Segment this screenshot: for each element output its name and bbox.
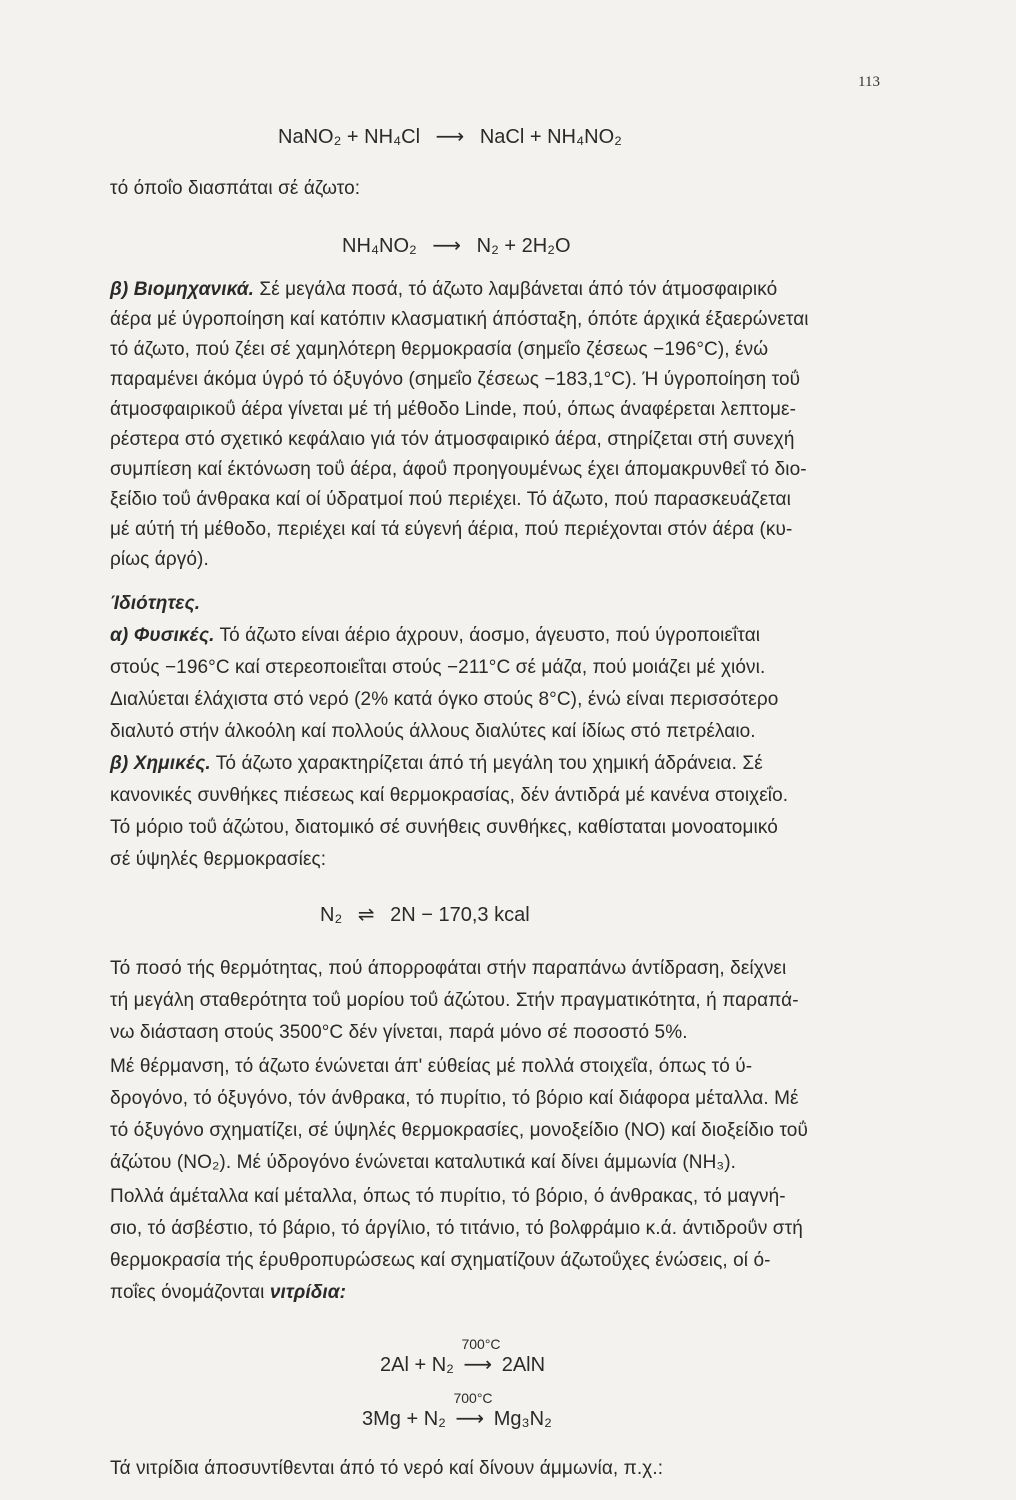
- heating-line-4: άζώτου (NO₂). Μέ ύδρογόνο ένώνεται καταλυτικά καί δίνει άμμωνία (NH₃).: [110, 1152, 737, 1173]
- industrial-line-5: άτμοσφαιρικοΰ άέρα γίνεται μέ τή μέθοδο Linde, πού, όπως άναφέρεται λεπτομε-: [110, 399, 797, 420]
- industrial-line-10: ρίως άργό).: [110, 549, 209, 570]
- chemical-line-4: σέ ύψηλές θερμοκρασίες:: [110, 849, 327, 870]
- chemical-label: β) Χημικές.: [110, 753, 211, 774]
- metals-line-4: ποΐες όνομάζονται νιτρίδια:: [110, 1282, 347, 1303]
- reaction-arrow: ⟶: [463, 1354, 493, 1376]
- metals-line-1: Πολλά άμέταλλα καί μέταλλα, όπως τό πυρίτιο, τό βόριο, ό άνθρακας, τό μαγνή-: [110, 1186, 786, 1207]
- heat-line-1: Τό ποσό τής θερμότητας, πού άπορροφάται στήν παραπάνω άντίδραση, δείχνει: [110, 958, 787, 979]
- industrial-line-7: συμπίεση καί έκτόνωση τοΰ άέρα, άφοΰ προηγουμένως έχει άπομακρυνθεΐ τό διο-: [110, 459, 807, 480]
- reaction-rhs: 2N − 170,3 kcal: [390, 904, 530, 926]
- physical-line-1: α) Φυσικές. Τό άζωτο είναι άέριο άχρουν, άοσμο, άγευστο, πού ύγροποιεΐται: [110, 625, 761, 646]
- physical-label: α) Φυσικές.: [110, 625, 215, 646]
- reaction-arrow: ⇌: [357, 904, 375, 926]
- physical-line-2: στούς −196°C καί στερεοποιεΐται στούς −211°C σέ μάζα, πού μοιάζει μέ χιόνι.: [110, 657, 766, 678]
- industrial-line-4: παραμένει άκόμα ύγρό τό όξυγόνο (σημεΐο ζέσεως −183,1°C). Ή ύγροποίηση τοΰ: [110, 369, 801, 390]
- properties-heading: Ίδιότητες.: [110, 593, 201, 614]
- metals-line-2: σιο, τό άσβέστιο, τό βάριο, τό άργίλιο, τό τιτάνιο, τό βολφράμιο κ.ά. άντιδροΰν στή: [110, 1218, 803, 1239]
- industrial-label: β) Βιομηχανικά.: [110, 279, 254, 300]
- reaction-lhs: 3Mg + N₂: [362, 1408, 446, 1430]
- heat-line-3: νω διάσταση στούς 3500°C δέν γίνεται, παρά μόνο σέ ποσοστό 5%.: [110, 1022, 688, 1043]
- chemical-line-2: κανονικές συνθήκες πιέσεως καί θερμοκρασίας, δέν άντιδρά μέ κανένα στοιχεΐο.: [110, 785, 789, 806]
- reaction-lhs: NH₄NO₂: [342, 235, 417, 257]
- reaction-condition: 700°C: [461, 1336, 501, 1352]
- industrial-line-6: ρέστερα στό σχετικό κεφάλαιο γιά τόν άτμοσφαιρικό άέρα, στηρίζεται στή συνεχή: [110, 429, 795, 450]
- reaction-rhs: N₂ + 2H₂O: [476, 235, 571, 257]
- reaction-condition: 700°C: [453, 1390, 493, 1406]
- reaction-arrow-with-condition: [459, 1336, 501, 1377]
- reaction-rhs: NaCl + NH₄NO₂: [479, 126, 622, 148]
- chemical-line-1: β) Χημικές. Τό άζωτο χαρακτηρίζεται άπό τή μεγάλη του χημική άδράνεια. Σέ: [110, 753, 763, 774]
- reaction-ammonium-nitrite-decomposition: [342, 233, 571, 258]
- reaction-magnesium-nitride: [362, 1390, 552, 1431]
- nitrides-term: νιτρίδια:: [269, 1282, 347, 1303]
- heating-line-2: δρογόνο, τό όξυγόνο, τόν άνθρακα, τό πυρίτιο, τό βόριο καί διάφορα μέταλλα. Μέ: [110, 1088, 799, 1109]
- reaction-nitrogen-dissociation: [320, 902, 530, 927]
- page-number: 113: [858, 74, 880, 90]
- reaction-arrow: ⟶: [432, 235, 462, 257]
- heating-line-1: Μέ θέρμανση, τό άζωτο ένώνεται άπ' εύθείας μέ πολλά στοιχεΐα, όπως τό ύ-: [110, 1056, 753, 1077]
- industrial-line-8: ξείδιο τοΰ άνθρακα καί οί ύδρατμοί πού περιέχει. Τό άζωτο, πού παρασκευάζεται: [110, 489, 791, 510]
- reaction-arrow: ⟶: [435, 126, 465, 148]
- closing-line: Τά νιτρίδια άποσυντίθενται άπό τό νερό καί δίνουν άμμωνία, π.χ.:: [110, 1458, 664, 1479]
- reaction-aluminium-nitride: [380, 1336, 546, 1377]
- reaction-nitrite-ammonium-chloride: [278, 124, 622, 149]
- industrial-line-1: β) Βιομηχανικά. Σέ μεγάλα ποσά, τό άζωτο λαμβάνεται άπό τόν άτμοσφαιρικό: [110, 279, 778, 300]
- reaction-arrow-with-condition: [451, 1390, 493, 1431]
- heat-line-2: τή μεγάλη σταθερότητα τοΰ μορίου τοΰ άζώτου. Στήν πραγματικότητα, ή παραπά-: [110, 990, 799, 1011]
- reaction-lhs: NaNO₂ + NH₄Cl: [278, 126, 421, 148]
- metals-line-3: θερμοκρασία τής έρυθροπυρώσεως καί σχηματίζουν άζωτοΰχες ένώσεις, οί ό-: [110, 1250, 771, 1271]
- intro-decomposes: τό όποΐο διασπάται σέ άζωτο:: [110, 178, 361, 199]
- physical-line-4: διαλυτό στήν άλκοόλη καί πολλούς άλλους διαλύτες καί ίδίως στό πετρέλαιο.: [110, 721, 756, 742]
- reaction-rhs: 2AlN: [501, 1354, 546, 1376]
- physical-line-3: Διαλύεται έλάχιστα στό νερό (2% κατά όγκο στούς 8°C), ένώ είναι περισσότερο: [110, 689, 779, 710]
- chemical-line-3: Τό μόριο τοΰ άζώτου, διατομικό σέ συνήθεις συνθήκες, καθίσταται μονοατομικό: [110, 817, 778, 838]
- industrial-line-3: τό άζωτο, πού ζέει σέ χαμηλότερη θερμοκρασία (σημεΐο ζέσεως −196°C), ένώ: [110, 339, 769, 360]
- reaction-rhs: Mg₃N₂: [493, 1408, 552, 1430]
- heating-line-3: τό όξυγόνο σχηματίζει, σέ ύψηλές θερμοκρασίες, μονοξείδιο (NO) καί διοξείδιο τοΰ: [110, 1120, 808, 1141]
- reaction-lhs: 2Al + N₂: [380, 1354, 454, 1376]
- industrial-line-9: μέ αύτή τή μέθοδο, περιέχει καί τά εύγενή άέρια, πού περιέχονται στόν άέρα (κυ-: [110, 519, 793, 540]
- industrial-line-2: άέρα μέ ύγροποίηση καί κατόπιν κλασματική άπόσταξη, όπότε άρχικά έξαερώνεται: [110, 309, 809, 330]
- reaction-lhs: N₂: [320, 904, 343, 926]
- reaction-arrow: ⟶: [455, 1408, 485, 1430]
